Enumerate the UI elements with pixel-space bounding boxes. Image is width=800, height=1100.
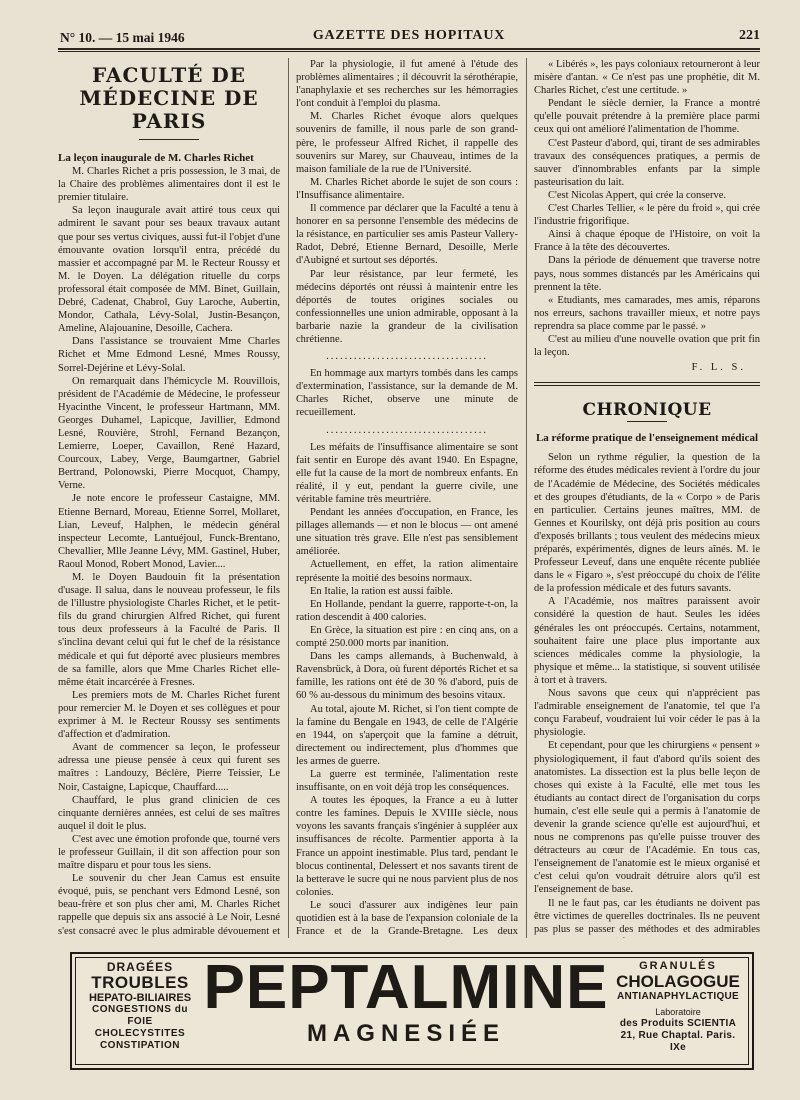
ad-text: HEPATO-BILIAIRES [88,992,192,1004]
ad-text: CHOLECYSTITES [94,1028,186,1039]
paragraph: Dans l'assistance se trouvaient Mme Charles Richet et Mme Edmond Lesné, Mmes Roussy, Sorrel-Dejérine et Lévy-Solal. [58,336,280,374]
paragraph: Ainsi à chaque époque de l'Histoire, on voit la France à la tête des découvertes. [534,229,760,254]
article-subhead: La leçon inaugurale de M. Charles Richet [58,152,254,164]
ad-text: des Produits SCIENTIA [619,1018,737,1029]
paragraph: La guerre est terminée, l'alimentation reste insuffisante, on en voit déjà trop les conséquences. [296,768,518,794]
chronique-subtitle: La réforme pratique de l'enseignement médical [535,432,759,445]
column-3 [534,58,760,938]
paragraph: M. le Doyen Baudouin fit la présentation d'usage. Il salua, dans le nouveau professeur, le fils de l'illustre physiologiste Charles Richet, et le petit-fils du grand chirurgien Alfred Richet, qui furent tous deux professeurs à la Faculté de Paris. Il s'inclina devant celui qui fut le chef de la résistance médicale et qui fut déporté avec plusieurs membres de sa famille, alors que Mme Charles Richet elle-même était incarcérée à Fresnes. [58,572,280,688]
title-rule [627,421,667,422]
paragraph: C'est Nicolas Appert, qui crée la conserve. [548,189,726,201]
ad-brand-name: PEPTALMINE [203,953,609,1022]
paragraph: Au total, ajoute M. Richet, si l'on tient compte de la famine du Bengale en 1943, de celle de l'Algérie en 1944, on s'aperçoit que la famine a détruit, directement ou indirectement, plus d'hommes que les armes de guerre. [296,703,518,767]
paragraph: Il commence par déclarer que la Faculté a tenu à honorer en sa personne l'ensemble des médecins de la résistance, en particulier ses amis Pasteur Vallery-Radot, Debré, Etienne Bernard, Desoille, Merle d'Aubigné et surtout ses déportés. [296,203,518,267]
paragraph: En Hollande, pendant la guerre, rapporte-t-on, la ration descendit à 400 calories. [296,598,518,623]
paragraph: « Etudiants, mes camarades, mes amis, réparons nos erreurs, sachons travailler mieux, et notre pays reprendra sa place comme par le passé. » [534,294,760,332]
ad-text: CHOLAGOGUE [616,972,740,991]
paragraph: Les méfaits de l'insuffisance alimentaire se sont fait sentir en Europe dès avant 1940. En Espagne, elle fut la cause de la mort de nombreux enfants. En réalité, il y eut, pendant la guerre civile, une véritable famine très meurtrière. [296,441,518,505]
paragraph: M. Charles Richet aborde le sujet de son cours : l'Insuffisance alimentaire. [296,176,518,201]
paragraph: C'est Pasteur d'abord, qui, tirant de ses admirables travaux des conséquences pratiques, a permis de sauver d'innombrables enfants par la simple pasteurisation du lait. [534,137,760,188]
page-number: 221 [739,28,760,43]
paragraph: En Grèce, la situation est pire : en cinq ans, on a compté 250.000 morts par inanition. [296,624,518,650]
paragraph: Avant de commencer sa leçon, le professeur adressa une pieuse pensée à ceux qui furent ses maîtres : Landouzy, Béclère, Pierre Teissier, Le Noir, Castaigne, Lapicque, Chauffard..... [58,742,280,793]
section-rule [534,382,760,383]
chronique-title: CHRONIQUE [582,400,712,421]
header-rule [58,51,760,52]
ad-text: ANTIANAPHYLACTIQUE [616,991,740,1002]
ad-text: CONGESTIONS du FOIE [92,1004,188,1027]
paragraph: Chauffard, le plus grand clinicien de ces cinquante dernières années, est celui de ses maîtres auquel il doit le plus. [58,794,280,832]
dotted-separator: ................................... [326,424,488,436]
tribute-paragraph: En hommage aux martyrs tombés dans les camps d'extermination, l'assistance, sur la demande de M. Charles Richet, observe une minute de recueillement. [296,368,518,419]
column-1 [58,58,280,938]
ad-left-block [82,960,198,1052]
paragraph: Les premiers mots de M. Charles Richet furent pour remercier M. le Doyen et ses collègues et pour exprimer à M. le Recteur Roussy ses sentiments d'affection et d'admiration. [58,689,280,741]
ad-text: DRAGÉES [106,960,174,974]
paragraph: Sa leçon inaugurale avait attiré tous ceux qui admirent le savant pour ses beaux travaux autant que pour ses vertus civiques, aussi fut-il l'objet d'une émouvante ovation lorsqu'il entra, précédé du massier et accompagné par M. le Recteur Roussy et M. le Doyen. La délégation rituelle du corps professoral était composée de MM. Binet, Guillain, Debré, Cadenat, Chabrol, Guy Laroche, Aubertin, Mondor, Cathala, Lévy-Solal, Justin-Besançon, Ameline, Alajouanine, Desoille, Cachera. [58,205,280,335]
ad-text: 21, Rue Chaptal. Paris. IXe [620,1030,736,1053]
paragraph: Dans les camps allemands, à Buchenwald, à Ravensbrück, à Dora, où furent déportés Richet et sa famille, les rations ont été de 30 % d'abord, puis de 60 % au-dessous du minimum des besoins vitaux. [296,651,518,702]
paragraph: Actuellement, en effet, la ration alimentaire représente la moitié des besoins normaux. [296,559,518,584]
paragraph: Par leur résistance, par leur fermeté, les médecins déportés ont réussi à maintenir entre les déportés de toutes origines sociales ou confessionnelles une union admirable, opposant à la barbarie nazie la grandeur de la civilisation chrétienne. [296,268,518,345]
ad-brand-subtitle: MAGNESIÉE [306,1020,506,1047]
paragraph: Pendant les années d'occupation, en France, les pillages allemands — et non le blocus — ont amené une situation très grave. Elle n'est pas sensiblement améliorée. [296,507,518,558]
paragraph: Nous savons que ceux qui n'apprécient pas l'admirable enseignement de l'anatomie, tel que l'a conçu Farabeuf, voudraient lui voir céder le pas à la physiologie. [534,688,760,739]
paragraph: C'est au milieu d'une nouvelle ovation que prit fin la leçon. [534,333,760,359]
paragraph: Et cependant, pour que les chirurgiens « pensent » physiologiquement, il faut d'abord qu'ils soient des anatomistes. La dissection est la plus belle leçon de choses qui existe à la Faculté, elle met tous les étudiants au contact direct de l'organisation du corps humain, c'est elle seule qui a permis à l'anatomie de devenir la grande science qu'elle est aujourd'hui, et nous ne comprenons pas qu'elle puisse trouver des détracteurs au cœur de l'Académie. En tous cas, l'enseignement de l'anatomie est le mieux organisé et c'est celui qu'on voudrait détruire alors qu'il est l'enseignement de base. [534,740,760,896]
paragraph: Par la physiologie, il fut amené à l'étude des problèmes alimentaires ; il découvrit la sérothérapie, l'anaphylaxie et ses recherches sur les hémorragies l'ont conduit à l'emploi du plasma. [296,59,518,110]
title-rule [139,139,199,140]
paragraph: A l'Académie, nos maîtres paraissent avoir considéré la question de haut. Seules les idées générales les ont préoccupés. Certains, notamment, souhaitent faire une place plus importante aux sciences médicales comme la physiologie, la physique et même... la statistique, si souvent utilisée à tort et à travers. [534,596,760,686]
paragraph: C'est Charles Tellier, « le père du froid », qui crée l'industrie frigorifique. [534,203,760,228]
paragraph: « Libérés », les pays coloniaux retourneront à leur misère d'antan. « Ce n'est pas une prophétie, dit M. Charles Richet, c'est une certitude. » [534,59,760,97]
journal-title: GAZETTE DES HOPITAUX [312,28,506,43]
paragraph: M. Charles Richet évoque alors quelques souvenirs de famille, il nous parle de son grand-père, le professeur Alfred Richet, il rappelle des souvenirs sur Marey, sur Chauveau, intimes de la maison familiale de la rue de l'Université. [296,111,518,175]
ad-text: CONSTIPATION [99,1040,181,1051]
paragraph: Le souci d'assurer aux indigènes leur pain quotidien est à la base de l'expansion coloniale de la France et de la Grande-Bretagne. Les deux [296,899,518,938]
paragraph: Je note encore le professeur Castaigne, MM. Etienne Bernard, Moreau, Etienne Sorrel, Mollaret, Lian, Leveuf, Halphen, le médecin général inspecteur Lecomte, Lantuéjoul, Funck-Brentano, Chevallier, Mlle Jeanne Lévy, MM. Gastinel, Huber, Raoul Monod, Robert Monod, Lavier.... [58,493,280,570]
ad-text: Laboratoire [655,1007,701,1017]
page-header [58,26,760,50]
ad-text: GRANULÉS [639,960,717,972]
paragraph: A toutes les époques, la France a eu à lutter contre les famines. Depuis le XVIIIe siècle, nous voyons les savants français s'ingénier à suppléer aux insuffisances de récolte. Parmentier apporta à la France un appoint inestimable. Plus tard, pendant le blocus continental, Delessert et nos savants tirent de la betterave le sucre qui ne nous parvient plus de nos colonies. [296,795,518,898]
issue-date: N° 10. — 15 mai 1946 [60,30,185,45]
paragraph: Dans la période de dénuement que traverse notre pays, nous sommes distancés par les Américains qui prennent la tête. [534,255,760,293]
paragraph: En Italie, la ration est aussi faible. [310,585,453,597]
ad-text: TROUBLES [91,973,189,992]
paragraph: Selon un rythme régulier, la question de la réforme des études médicales revient à l'ordre du jour de l'Académie de Médecine, des Sociétés médicales et des groupes d'étudiants, de la « Corpo » de Paris en particulier. Certains jeunes maîtres, MM. de Gennes et Kourilsky, ont déjà pris position au cours d'exposés brillants ; tous veulent des médecins mieux préparés, expérimentés, dignes de leurs aînés. M. le Professeur Leveuf, dans une enquête récente publiée dans le « Figaro », s'est préoccupé du choix de l'élite de la profession médicale et des futurs savants. [534,452,760,595]
column-divider [526,58,527,938]
paragraph: C'est avec une émotion profonde que, tourné vers le professeur Guillain, il dit son affection pour son maître disparu et pour tous les siens. [58,833,280,872]
paragraph: Le souvenir du cher Jean Camus est ensuite évoqué, puis, se penchant vers Edmond Lesné, son beau-frère et son plus cher ami, M. Charles Richet rappelle que depuis six ans associé à Le Noir, Lesné s'est consacré avec le plus admirable dévouement et [58,873,280,937]
paragraph: On remarquait dans l'hémicycle M. Rouvillois, président de l'Académie de Médecine, le professeur Hyacinthe Vincent, le professeur Hartmann, MM. Georges Duhamel, Lapicque, Javillier, Edmond Lesné, Rouvière, Strohl, Fernand Bezançon, Lemierre, Loeper, Cavaillon, René Hazard, Courcoux, Labey, Verge, Baumgartner, Gabriel Bertrand, Polonowski, Pierre Mocquot, Champy, Verne. [58,375,280,492]
dotted-separator: ................................... [326,351,488,363]
article-title: FACULTÉ DE MÉDECINE DE PARIS [79,63,259,133]
paragraph: M. Charles Richet a pris possession, le 3 mai, de la Chaire des problèmes alimentaires dont il est le premier titulaire. [58,166,280,204]
ad-right-block [612,960,744,1054]
column-divider [288,58,289,938]
section-rule [534,385,760,386]
paragraph: Il ne le faut pas, car les étudiants ne doivent pas être victimes de querelles doctrinales. Ils ne peuvent pas plus se passer des méthodes et des admirables [534,897,760,935]
author-signature: F. L. S. [691,362,746,374]
column-2 [296,58,518,938]
paragraph: Pendant le siècle dernier, la France a montré qu'elle pouvait prétendre à la première place parmi ceux qui ont amélioré l'alimentation de l'homme. [534,98,760,136]
advertisement [70,952,754,1070]
